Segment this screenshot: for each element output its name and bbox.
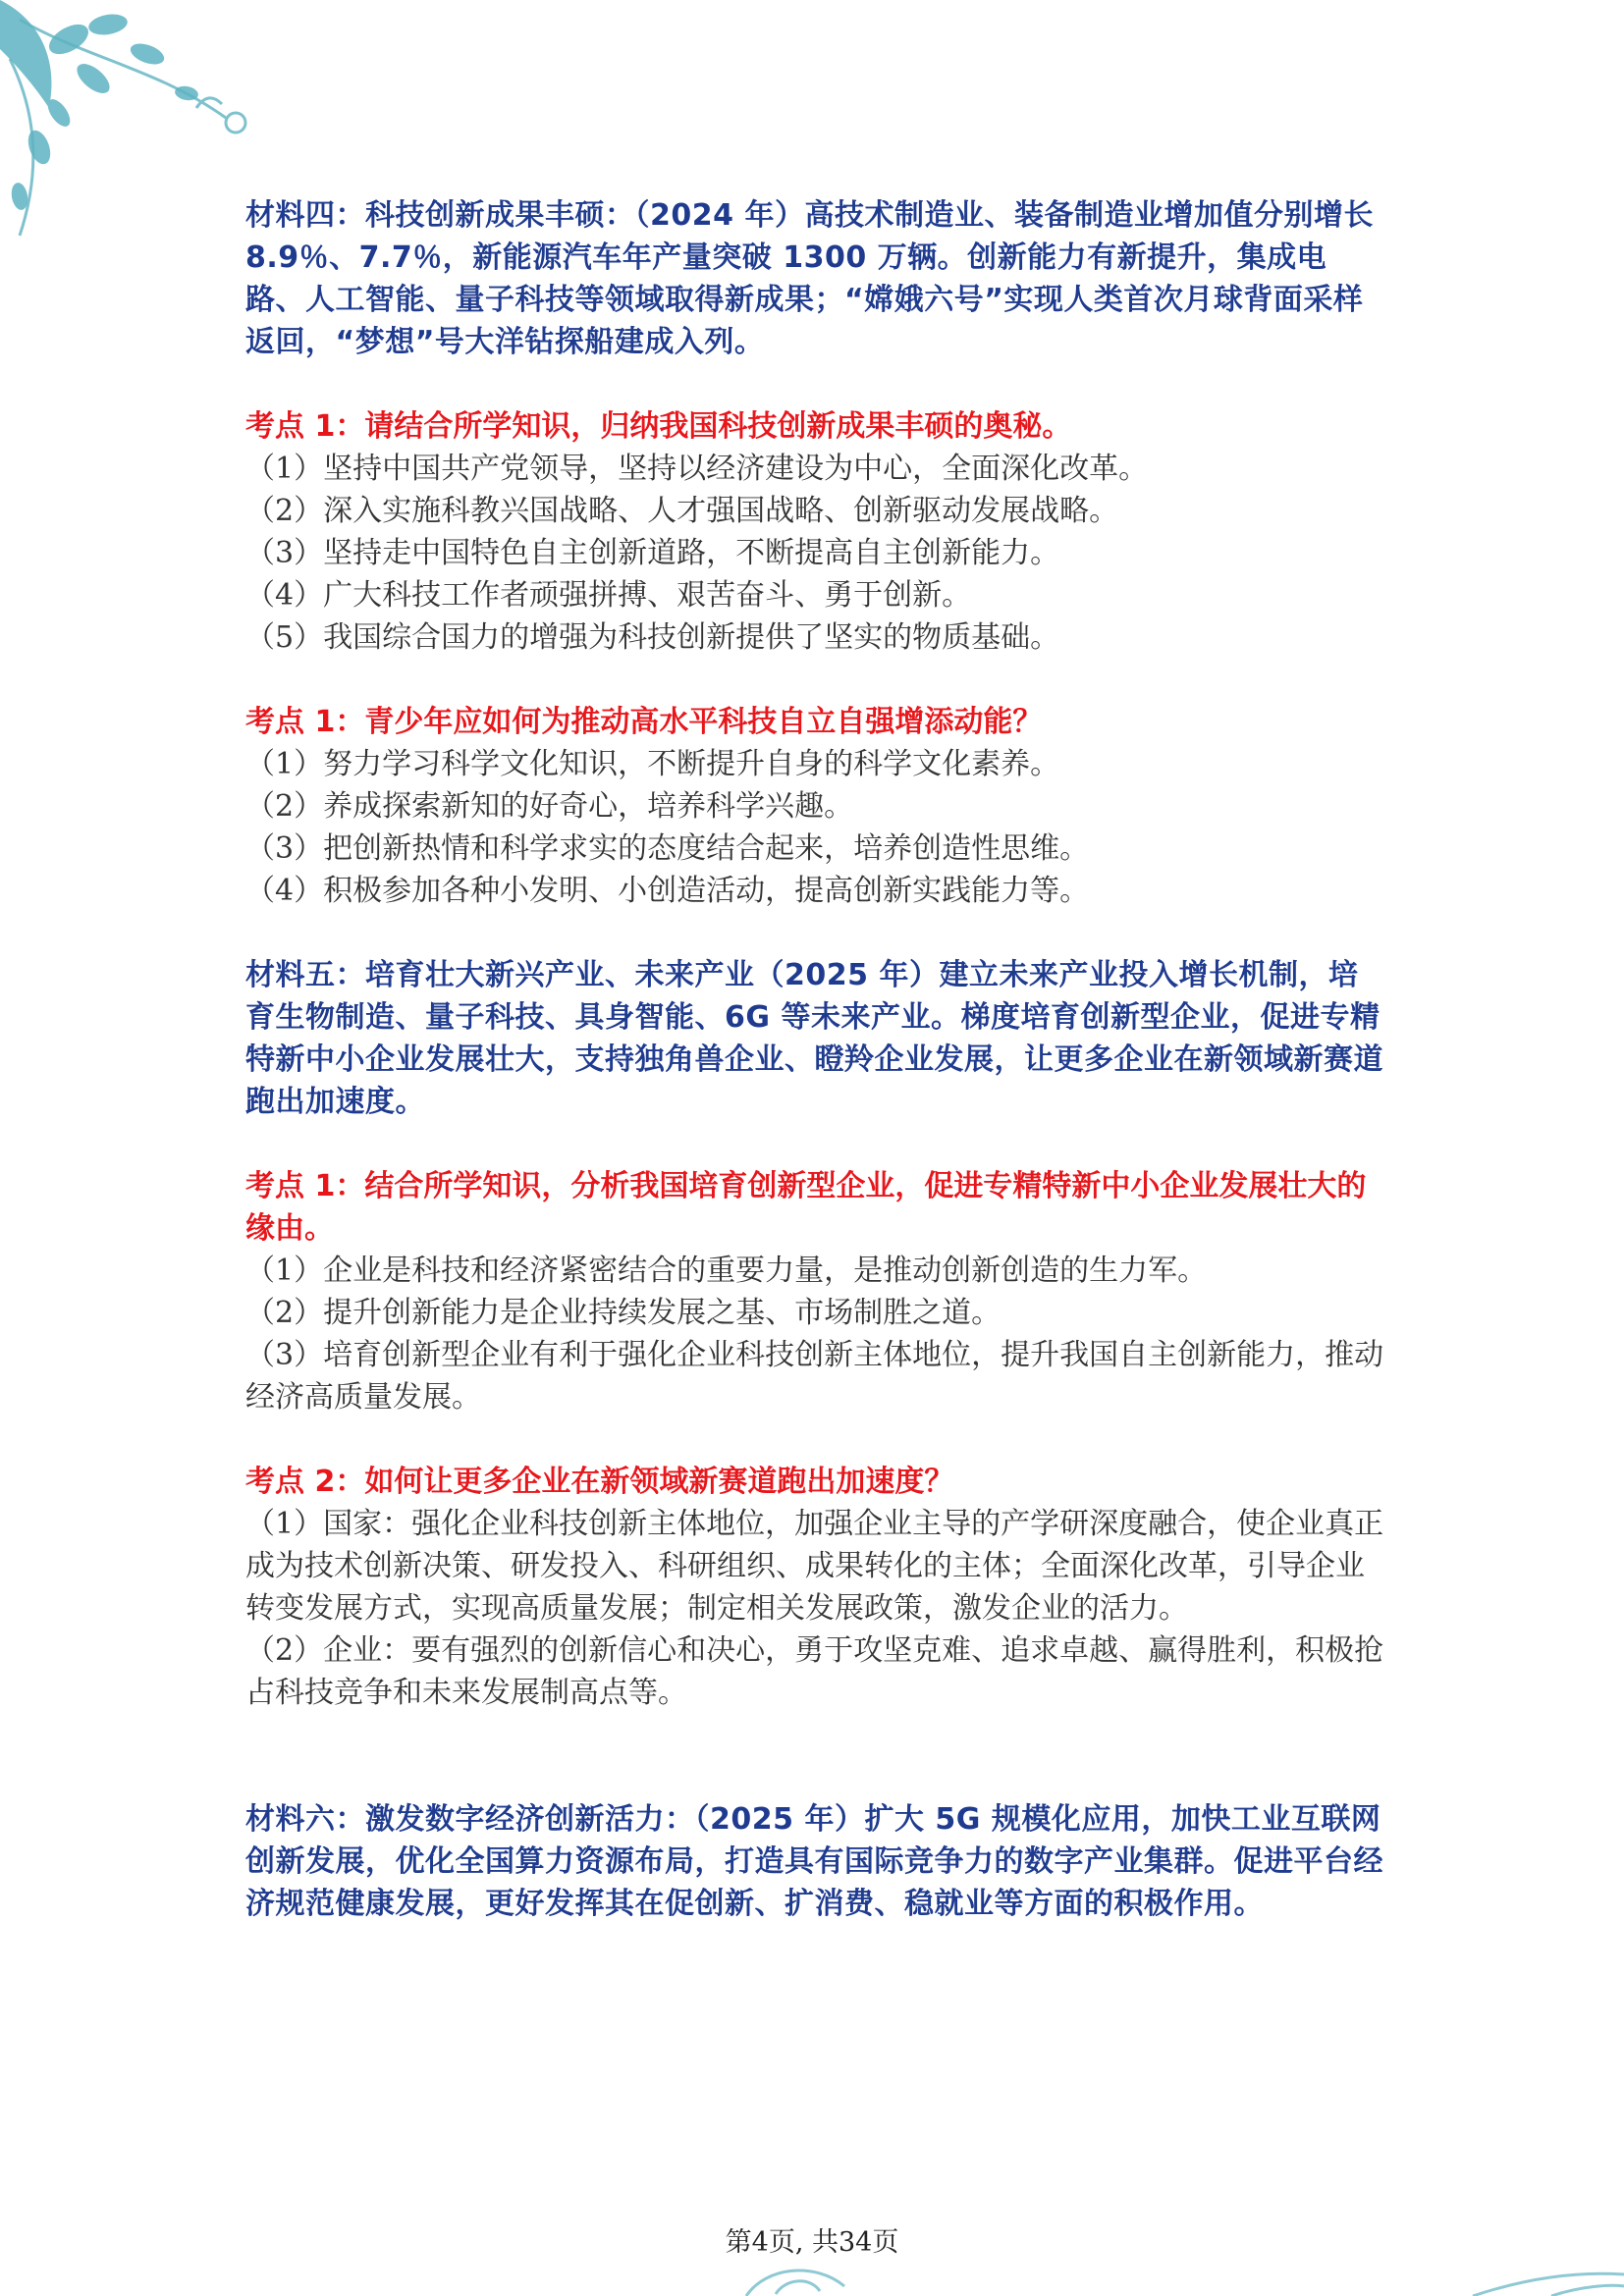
document-body xyxy=(245,194,1386,1925)
answer-line: （1）企业是科技和经济紧密结合的重要力量，是推动创新创造的生力军。 xyxy=(245,1254,1208,1288)
answer-line: （3）培育创新型企业有利于强化企业科技创新主体地位，提升我国自主创新能力，推动经济高质量发展。 xyxy=(245,1338,1384,1415)
answer-line: （3）把创新热情和科学求实的态度结合起来，培养创造性思维。 xyxy=(245,831,1090,866)
material-5-paragraph: 材料五：培育壮大新兴产业、未来产业（2025 年）建立未来产业投入增长机制，培育生物制造、量子科技、具身智能、6G 等未来产业。梯度培育创新型企业，促进专精特新中小企业发展壮大，支持独角兽企业、瞪羚企业发展，让更多企业在新领域新赛道跑出加速度。 xyxy=(245,958,1383,1119)
question-3-title: 考点 1：结合所学知识，分析我国培育创新型企业，促进专精特新中小企业发展壮大的缘由。 xyxy=(245,1169,1367,1246)
answer-line: （4）广大科技工作者顽强拼搏、艰苦奋斗、勇于创新。 xyxy=(245,578,972,613)
question-2-title: 考点 1：青少年应如何为推动高水平科技自立自强增添动能？ xyxy=(245,705,1043,739)
answer-line: （3）坚持走中国特色自主创新道路，不断提高自主创新能力。 xyxy=(245,536,1060,570)
page-number: 第4页, 共34页 xyxy=(725,2227,899,2258)
answer-line: （2）企业：要有强烈的创新信心和决心，勇于攻坚克难、追求卓越、赢得胜利，积极抢占科技竞争和未来发展制高点等。 xyxy=(245,1633,1384,1710)
answer-line: （5）我国综合国力的增强为科技创新提供了坚实的物质基础。 xyxy=(245,620,1060,655)
answer-line: （4）积极参加各种小发明、小创造活动，提高创新实践能力等。 xyxy=(245,874,1090,908)
question-1-title: 考点 1：请结合所学知识，归纳我国科技创新成果丰硕的奥秘。 xyxy=(245,409,1072,444)
answer-line: （2）养成探索新知的好奇心，培养科学兴趣。 xyxy=(245,789,854,824)
answer-line: （1）坚持中国共产党领导，坚持以经济建设为中心，全面深化改革。 xyxy=(245,452,1149,486)
answer-line: （1）努力学习科学文化知识，不断提升自身的科学文化素养。 xyxy=(245,747,1060,781)
material-6-paragraph: 材料六：激发数字经济创新活力：（2025 年）扩大 5G 规模化应用，加快工业互联网创新发展，优化全国算力资源布局，打造具有国际竞争力的数字产业集群。促进平台经济规范健康发展，更好发挥其在促创新、扩消费、稳就业等方面的积极作用。 xyxy=(245,1802,1383,1921)
material-4-paragraph: 材料四：科技创新成果丰硕：（2024 年）高技术制造业、装备制造业增加值分别增长 8.9％、7.7％，新能源汽车年产量突破 1300 万辆。创新能力有新提升，集成电路、人工智能、量子科技等领域取得新成果；“嫦娥六号”实现人类首次月球背面采样返回，“梦想”号大洋钻探船建成入列。 xyxy=(245,198,1374,359)
answer-line: （1）国家：强化企业科技创新主体地位，加强企业主导的产学研深度融合，使企业真正成为技术创新决策、研发投入、科研组织、成果转化的主体；全面深化改革，引导企业转变发展方式，实现高质量发展；制定相关发展政策，激发企业的活力。 xyxy=(245,1507,1384,1626)
question-4-title: 考点 2：如何让更多企业在新领域新赛道跑出加速度？ xyxy=(245,1465,954,1499)
answer-line: （2）提升创新能力是企业持续发展之基、市场制胜之道。 xyxy=(245,1296,1001,1330)
answer-line: （2）深入实施科教兴国战略、人才强国战略、创新驱动发展战略。 xyxy=(245,494,1119,528)
